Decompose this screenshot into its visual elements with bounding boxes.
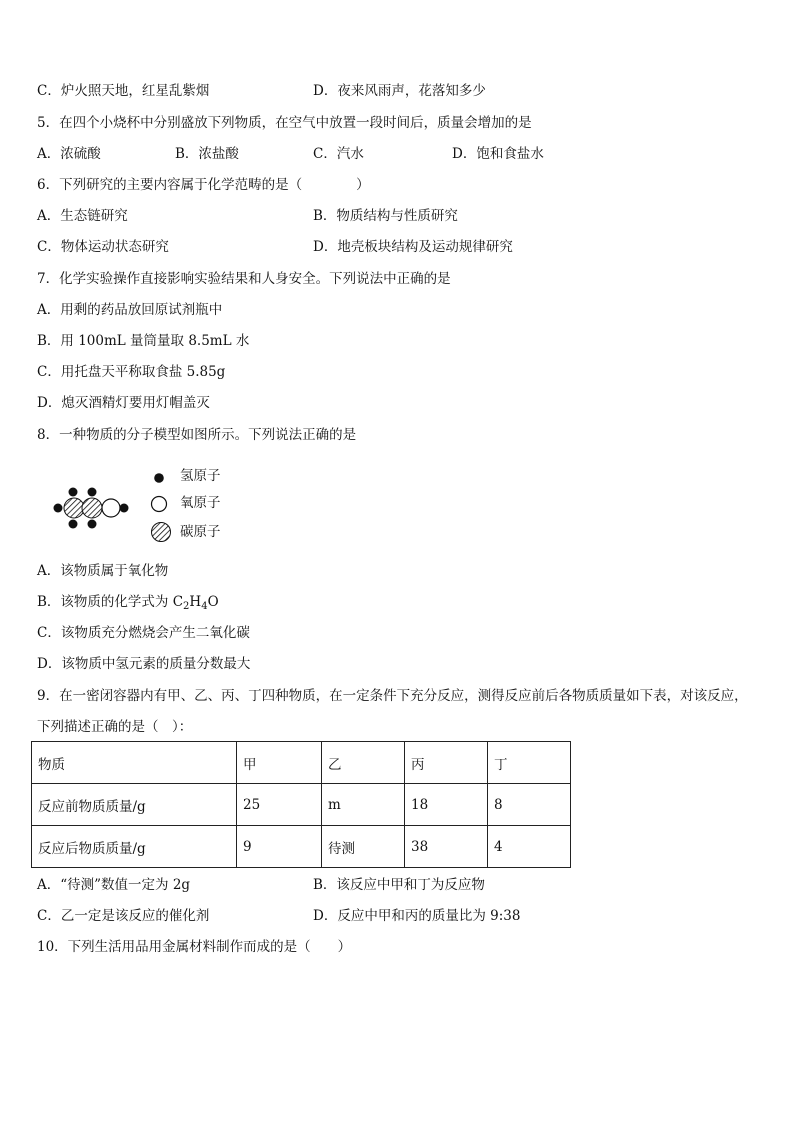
- q10-stem: 10．下列生活用品用金属材料制作而成的是（ ）: [37, 939, 352, 955]
- q8-option-c: C．该物质充分燃烧会产生二氧化碳: [37, 625, 250, 641]
- table-header-cell: 乙: [322, 742, 405, 784]
- legend-carbon-label: 碳原子: [180, 523, 221, 540]
- table-cell: 9: [237, 826, 322, 868]
- table-cell: 待测: [322, 826, 405, 868]
- q5-option-a: A．浓硫酸: [37, 146, 101, 162]
- hydrogen-atom: [69, 520, 78, 529]
- table-header-cell: 丙: [405, 742, 488, 784]
- q8-option-b-sub2: 4: [201, 601, 208, 612]
- hydrogen-atom: [88, 520, 97, 529]
- oxygen-atom: [102, 499, 120, 517]
- carbon-atom: [64, 498, 84, 518]
- table-cell: 反应后物质质量/g: [32, 826, 237, 868]
- q9-option-d: D．反应中甲和丙的质量比为 9:38: [313, 908, 521, 924]
- legend-oxygen-label: 氧原子: [180, 495, 221, 511]
- table-header-row: [32, 742, 571, 784]
- table-cell: 18: [405, 784, 488, 826]
- table-row: [32, 826, 571, 868]
- q9-option-a: A．“待测”数值一定为 2g: [37, 877, 191, 893]
- q7-option-a: A．用剩的药品放回原试剂瓶中: [37, 302, 223, 318]
- q6-option-a: A．生态链研究: [37, 208, 128, 224]
- table-header-cell: 物质: [32, 742, 237, 784]
- oxygen-legend-icon: [150, 495, 168, 513]
- hydrogen-atom: [69, 488, 78, 497]
- carbon-legend-icon: [150, 521, 172, 543]
- q9-option-b: B．该反应中甲和丁为反应物: [313, 877, 485, 893]
- table-cell: m: [322, 784, 405, 826]
- q5-option-d: D．饱和食盐水: [452, 146, 544, 162]
- q6-option-d: D．地壳板块结构及运动规律研究: [313, 239, 513, 255]
- hydrogen-atom: [120, 504, 129, 513]
- q7-option-c: C．用托盘天平称取食盐 5.85g: [37, 364, 226, 380]
- q5-stem: 5．在四个小烧杯中分别盛放下列物质，在空气中放置一段时间后，质量会增加的是: [37, 115, 532, 131]
- table-header-cell: 甲: [237, 742, 322, 784]
- q8-option-b-mid: H: [189, 594, 202, 610]
- legend-oxygen: [150, 494, 221, 513]
- q6-option-b: B．物质结构与性质研究: [313, 208, 458, 224]
- q6-option-c: C．物体运动状态研究: [37, 239, 169, 255]
- q4-option-d: D．夜来风雨声，花落知多少: [313, 83, 486, 99]
- q6-stem: 6．下列研究的主要内容属于化学范畴的是（ ）: [37, 177, 370, 193]
- q9-stem-line1: 9．在一密闭容器内有甲、乙、丙、丁四种物质，在一定条件下充分反应，测得反应前后各物质质量如下表，对该反应，: [37, 688, 748, 704]
- legend-carbon: [150, 521, 221, 543]
- q7-option-b: B．用 100mL 量筒量取 8.5mL 水: [37, 333, 250, 349]
- carbon-atom: [82, 498, 102, 518]
- molecule-model-figure: [52, 484, 132, 530]
- legend-hydrogen-label: 氢原子: [180, 468, 221, 484]
- q8-option-b-text: B．该物质的化学式为 C: [37, 594, 184, 610]
- q9-stem-line2: 下列描述正确的是（ ）：: [37, 719, 193, 735]
- legend-hydrogen: [150, 467, 221, 486]
- table-row: [32, 784, 571, 826]
- hydrogen-legend-icon: [150, 468, 168, 486]
- q8-stem: 8．一种物质的分子模型如图所示。下列说法正确的是: [37, 427, 357, 443]
- table-cell: 38: [405, 826, 488, 868]
- q4-option-c: C．炉火照天地，红星乱紫烟: [37, 83, 210, 99]
- table-cell: 8: [488, 784, 571, 826]
- q8-option-d: D．该物质中氢元素的质量分数最大: [37, 656, 251, 672]
- q7-stem: 7．化学实验操作直接影响实验结果和人身安全。下列说法中正确的是: [37, 271, 451, 287]
- q8-option-b-suffix: O: [207, 594, 219, 610]
- q8-option-a: A．该物质属于氧化物: [37, 563, 169, 579]
- hydrogen-atom: [88, 488, 97, 497]
- q8-option-b-sub1: 2: [183, 601, 190, 612]
- hydrogen-atom: [54, 504, 63, 513]
- table-cell: 25: [237, 784, 322, 826]
- q7-option-d: D．熄灭酒精灯要用灯帽盖灭: [37, 395, 210, 411]
- table-cell: 反应前物质质量/g: [32, 784, 237, 826]
- table-cell: 4: [488, 826, 571, 868]
- q9-mass-table: [31, 741, 571, 868]
- q9-option-c: C．乙一定是该反应的催化剂: [37, 908, 210, 924]
- q8-option-b: [37, 593, 219, 611]
- q5-option-c: C．汽水: [313, 146, 364, 162]
- q5-option-b: B．浓盐酸: [175, 146, 239, 162]
- table-header-cell: 丁: [488, 742, 571, 784]
